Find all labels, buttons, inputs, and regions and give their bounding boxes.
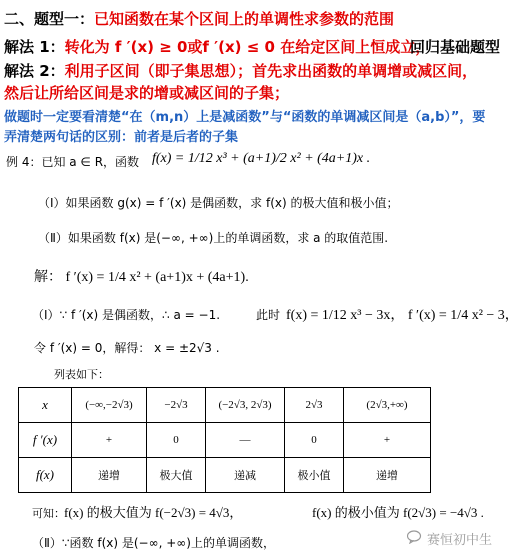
table-cell: −2√3 <box>147 388 206 423</box>
conclusion-min: f(x) 的极小值为 f(2√3) = −4√3 . <box>312 505 484 520</box>
table-cell: f(x) <box>19 458 72 493</box>
table-cell: 0 <box>147 423 206 458</box>
table-cell: 极大值 <box>147 458 206 493</box>
method-2 <box>4 60 477 81</box>
example-function: f(x) = 1/12 x³ + (a+1)/2 x² + (4a+1)x . <box>152 151 371 166</box>
watermark <box>407 529 492 548</box>
chat-bubble-icon <box>407 530 423 548</box>
conclusion-max: f(x) 的极大值为 f(−2√3) = 4√3， <box>64 505 243 520</box>
solution-zero: 令 f ′(x) = 0，解得： x = ±2√3 . <box>34 341 220 355</box>
table-cell: 0 <box>285 423 344 458</box>
method-1-label: 解法 1： <box>4 38 65 56</box>
solution-derivative: 解： f ′(x) = 1/4 x² + (a+1)x + (4a+1). <box>34 270 249 285</box>
table-cell: x <box>19 388 72 423</box>
solution-part1-right: f(x) = 1/12 x³ − 3x， f ′(x) = 1/4 x² − 3， <box>286 308 519 323</box>
note-line1: 做题时一定要看清楚“在（m,n）上是减函数”与“函数的单调减区间是（a,b）”，要 <box>4 110 486 125</box>
conclusion-lead: 可知： <box>32 507 65 520</box>
section-heading <box>4 8 394 29</box>
method-2-line1: 利用子区间（即子集思想）；首先求出函数的单调增或减区间， <box>64 62 478 80</box>
table-row <box>19 423 431 458</box>
method-1-tail: 回归基础题型 <box>410 38 501 56</box>
table-cell: f ′(x) <box>19 423 72 458</box>
table-cell: + <box>72 423 147 458</box>
table-cell: 递增 <box>72 458 147 493</box>
table-cell: 2√3 <box>285 388 344 423</box>
table-cell: (2√3,+∞) <box>344 388 431 423</box>
method-2-line2: 然后让所给区间是求的增或减区间的子集； <box>4 84 290 102</box>
method-1-text: 转化为 f ′(x) ≥ 0或f ′(x) ≤ 0 在给定区间上恒成立， <box>64 38 431 56</box>
note-line2: 弄清楚两句话的区别：前者是后者的子集 <box>4 130 239 145</box>
table-cell: — <box>206 423 285 458</box>
method-2-label: 解法 2： <box>4 62 65 80</box>
heading-prefix: 二、题型一： <box>4 10 95 28</box>
question-1: （Ⅰ）如果函数 g(x) = f ′(x) 是偶函数，求 f(x) 的极大值和极小值； <box>38 196 399 210</box>
solution-part1-left: （Ⅰ）∵ f ′(x) 是偶函数，∴ a = −1. <box>32 308 221 322</box>
table-row <box>19 458 431 493</box>
table-intro: 列表如下： <box>54 368 109 381</box>
table-cell: (−∞,−2√3) <box>72 388 147 423</box>
table-cell: 极小值 <box>285 458 344 493</box>
heading-topic: 已知函数在某个区间上的单调性求参数的范围 <box>94 10 395 28</box>
solution-part1-lead: 此时 <box>256 308 281 322</box>
method-1 <box>4 36 430 57</box>
table-cell: + <box>344 423 431 458</box>
table-cell: 递增 <box>344 458 431 493</box>
question-2: （Ⅱ）如果函数 f(x) 是(−∞, +∞)上的单调函数，求 a 的取值范围. <box>38 231 389 245</box>
table-cell: (−2√3, 2√3) <box>206 388 285 423</box>
example-lead: 例 4：已知 a ∈ R，函数 <box>6 155 140 169</box>
sign-table <box>18 387 431 493</box>
table-cell: 递减 <box>206 458 285 493</box>
watermark-text: 赛恒初中生 <box>427 533 493 548</box>
solution-part2: （Ⅱ）∵函数 f(x) 是(−∞, +∞)上的单调函数， <box>32 536 275 550</box>
table-row <box>19 388 431 423</box>
